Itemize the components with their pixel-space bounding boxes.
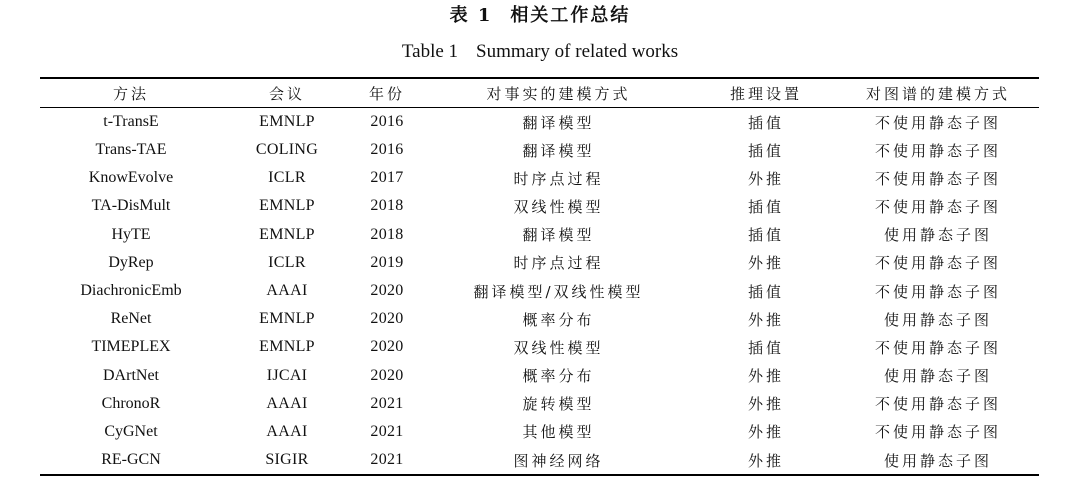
cell-venue: ICLR (268, 169, 306, 187)
cell-method: CyGNet (104, 422, 158, 440)
cell-method: RE-GCN (40, 446, 222, 475)
cell-reasoning-setting: 外推 (747, 367, 784, 386)
cell-reasoning-setting: 插值 (747, 338, 784, 357)
header-row (40, 78, 1039, 108)
table-row (40, 305, 1039, 333)
cell-year: 2020 (370, 282, 404, 300)
cell-year: 2020 (370, 366, 404, 384)
cell-year: 2019 (370, 253, 404, 271)
table-row (40, 249, 1039, 277)
cell-fact-modeling: 概率分布 (522, 367, 595, 386)
cell-venue: AAAI (266, 394, 308, 412)
table-header (40, 78, 1039, 108)
table-title-english: Summary of related works (476, 41, 679, 62)
cell-year: 2021 (370, 394, 404, 412)
cell-fact-modeling: 翻译模型 (522, 113, 595, 132)
table-number-chinese: 表 1 (449, 5, 493, 26)
table-body (40, 108, 1039, 476)
table-caption-chinese (0, 4, 1080, 28)
cell-method: DArtNet (103, 366, 159, 384)
cell-method: DiachronicEmb (80, 282, 182, 300)
cell-fact-modeling: 翻译模型/双线性模型 (473, 282, 644, 301)
cell-fact-modeling: 时序点过程 (513, 254, 604, 273)
table-caption-english (0, 40, 1080, 64)
table-row (40, 108, 1039, 137)
cell-method: ReNet (110, 310, 152, 328)
cell-venue: SIGIR (222, 446, 352, 475)
cell-fact-modeling: 双线性模型 (513, 197, 604, 216)
cell-graph-modeling: 不使用静态子图 (874, 141, 1001, 160)
cell-venue: EMNLP (259, 310, 315, 328)
cell-venue: AAAI (266, 282, 308, 300)
header-graph-modeling: 对图谱的建模方式 (837, 78, 1039, 108)
table-row (40, 136, 1039, 164)
cell-year: 2018 (370, 225, 404, 243)
cell-fact-modeling: 翻译模型 (522, 141, 595, 160)
table-row (40, 277, 1039, 305)
cell-fact-modeling: 旋转模型 (522, 395, 595, 414)
cell-venue: EMNLP (259, 197, 315, 215)
cell-venue: EMNLP (259, 225, 315, 243)
cell-venue: EMNLP (259, 113, 315, 130)
cell-year: 2018 (370, 197, 404, 215)
cell-year: 2021 (352, 446, 422, 475)
cell-fact-modeling: 概率分布 (522, 310, 595, 329)
header-fact-modeling: 对事实的建模方式 (422, 78, 695, 108)
cell-method: ChronoR (101, 394, 161, 412)
cell-reasoning-setting: 外推 (747, 310, 784, 329)
table-row (40, 390, 1039, 418)
cell-venue: AAAI (266, 422, 308, 440)
cell-reasoning-setting: 插值 (747, 141, 784, 160)
cell-reasoning-setting: 插值 (747, 226, 784, 245)
cell-reasoning-setting: 外推 (695, 446, 837, 475)
table-row (40, 164, 1039, 192)
cell-graph-modeling: 不使用静态子图 (874, 338, 1001, 357)
cell-year: 2020 (370, 310, 404, 328)
cell-venue: ICLR (268, 253, 306, 271)
cell-reasoning-setting: 外推 (747, 395, 784, 414)
cell-graph-modeling: 不使用静态子图 (874, 197, 1001, 216)
cell-graph-modeling: 不使用静态子图 (874, 282, 1001, 301)
cell-graph-modeling: 不使用静态子图 (874, 113, 1001, 132)
cell-venue: IJCAI (266, 366, 308, 384)
cell-fact-modeling: 其他模型 (522, 423, 595, 442)
cell-method: DyRep (108, 253, 154, 271)
table-number-english: Table 1 (401, 41, 459, 62)
cell-graph-modeling: 不使用静态子图 (874, 169, 1001, 188)
table-row (40, 192, 1039, 220)
cell-method: KnowEvolve (88, 169, 174, 187)
cell-reasoning-setting: 外推 (747, 254, 784, 273)
cell-year: 2020 (370, 338, 404, 356)
cell-graph-modeling: 使用静态子图 (883, 367, 992, 386)
header-reasoning-setting: 推理设置 (695, 78, 837, 108)
cell-fact-modeling: 双线性模型 (513, 338, 604, 357)
table-row (40, 418, 1039, 446)
header-year: 年份 (352, 78, 422, 108)
cell-method: TIMEPLEX (91, 338, 171, 356)
cell-graph-modeling: 使用静态子图 (883, 310, 992, 329)
cell-reasoning-setting: 插值 (747, 282, 784, 301)
cell-reasoning-setting: 外推 (747, 169, 784, 188)
cell-reasoning-setting: 外推 (747, 423, 784, 442)
header-venue: 会议 (222, 78, 352, 108)
cell-method: Trans-TAE (95, 141, 167, 159)
cell-reasoning-setting: 插值 (747, 197, 784, 216)
cell-graph-modeling: 不使用静态子图 (874, 254, 1001, 273)
cell-method: t-TransE (103, 113, 159, 130)
cell-graph-modeling: 不使用静态子图 (874, 395, 1001, 414)
cell-method: TA-DisMult (91, 197, 171, 215)
table-row (40, 221, 1039, 249)
table-row (40, 446, 1039, 475)
cell-fact-modeling: 图神经网络 (422, 446, 695, 475)
cell-graph-modeling: 使用静态子图 (837, 446, 1039, 475)
cell-method: HyTE (111, 225, 151, 243)
cell-year: 2021 (370, 422, 404, 440)
cell-reasoning-setting: 插值 (747, 113, 784, 132)
table-title-chinese: 相关工作总结 (510, 5, 631, 26)
cell-graph-modeling: 不使用静态子图 (874, 423, 1001, 442)
header-method: 方法 (40, 78, 222, 108)
cell-year: 2017 (370, 169, 404, 187)
cell-fact-modeling: 翻译模型 (522, 226, 595, 245)
cell-year: 2016 (370, 113, 404, 130)
cell-venue: EMNLP (259, 338, 315, 356)
cell-venue: COLING (255, 141, 319, 159)
table-row (40, 333, 1039, 361)
cell-year: 2016 (370, 141, 404, 159)
cell-graph-modeling: 使用静态子图 (883, 226, 992, 245)
related-works-table (40, 77, 1039, 476)
table-row (40, 362, 1039, 390)
cell-fact-modeling: 时序点过程 (513, 169, 604, 188)
